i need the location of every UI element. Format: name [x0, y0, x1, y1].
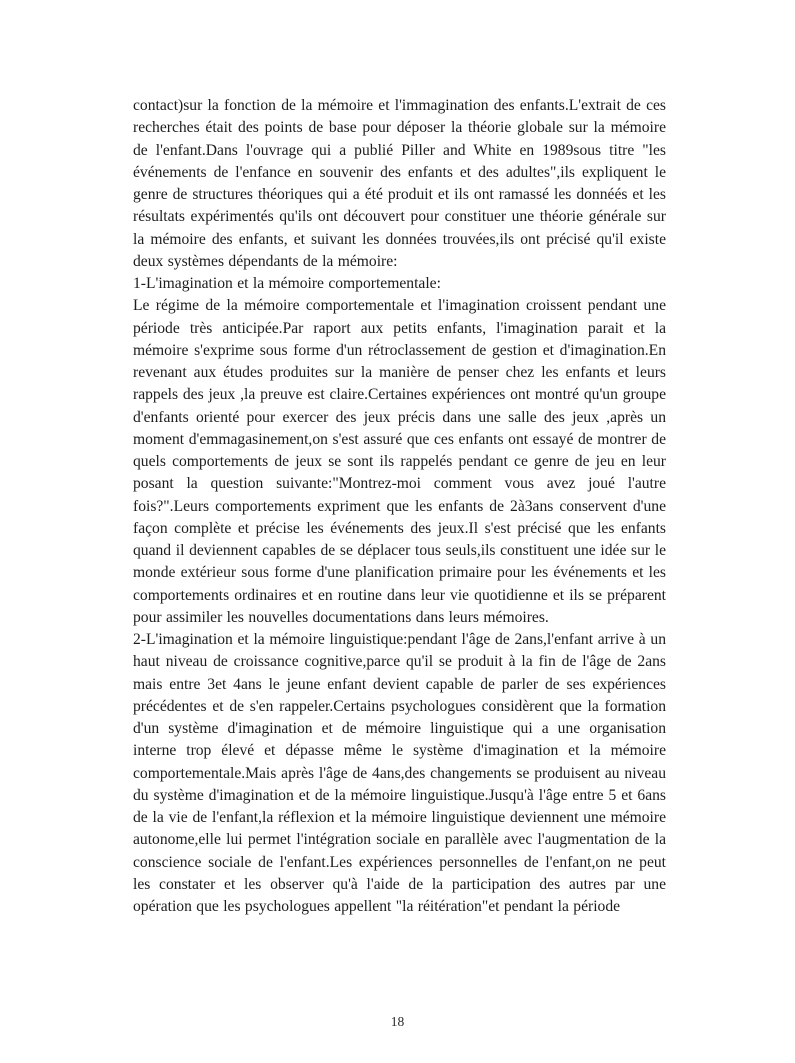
- page-number: 18: [390, 1014, 405, 1029]
- paragraph-behavioral-memory: Le régime de la mémoire comportementale et l'imagination croissent pendant une période très anticipée.Par raport aux petits enfants, l'imagination parait et la mémoire s'exprime sous forme d'un rétroclassement de gestion et d'imagination.En revenant aux études produites sur la manière de penser chez les enfants et leurs rappels des jeux ,la preuve est claire.Certaines expériences ont montré qu'un groupe d'enfants orienté pour exercer des jeux précis dans une salle des jeux ,après un moment d'emmagasinement,on s'est assuré que ces enfants ont essayé de montrer de quels comportements de jeux se sont ils rappelés pendant ce genre de jeu en leur posant la question suivante:"Montrez-moi comment vous avez joué l'autre fois?".Leurs comportements expriment que les enfants de 2à3ans conservent d'une façon complète et précise les événements des jeux.Il s'est précisé que les enfants quand il deviennent capables de se déplacer tous seuls,ils constituent une idée sur le monde extérieur sous forme d'une planification primaire pour les événements et les comportements ordinaires et en routine dans leur vie quotidienne et ils se préparent pour assimiler les nouvelles documentations dans leurs mémoires.: [133, 297, 666, 626]
- text-block: [133, 95, 666, 918]
- paragraph-linguistic-memory: 2-L'imagination et la mémoire linguistique:pendant l'âge de 2ans,l'enfant arrive à un haut niveau de croissance cognitive,parce qu'il se produit à la fin de l'âge de 2ans mais entre 3et 4ans le jeune enfant devient capable de parler de ses expériences précédentes et de s'en rappeler.Certains psychologues considèrent que la formation d'un système d'imagination et de mémoire linguistique qui a une organisation interne trop élevé et dépasse même le système d'imagination et la mémoire comportementale.Mais après l'âge de 4ans,des changements se produisent au niveau du système d'imagination et de la mémoire linguistique.Jusqu'à l'âge entre 5 et 6ans de la vie de l'enfant,la réflexion et la mémoire linguistique deviennent une mémoire autonome,elle lui permet l'intégration sociale en parallèle avec l'augmentation de la conscience sociale de l'enfant.Les expériences personnelles de l'enfant,on ne peut les constater et les observer qu'à l'aide de la participation des autres par une opération que les psychologues appellent "la réitération"et pendant la période: [133, 631, 666, 915]
- section-heading-behavioral-memory: 1-L'imagination et la mémoire comportementale:: [133, 275, 441, 292]
- paragraph-intro: contact)sur la fonction de la mémoire et l'immagination des enfants.L'extrait de ces recherches était des points de base pour déposer la théorie globale sur la mémoire de l'enfant.Dans l'ouvrage qui a publié Piller and White en 1989sous titre "les événements de l'enfance en souvenir des enfants et des adultes",ils expliquent le genre de structures théoriques qui a été produit et ils ont ramassé les donnéés et les résultats expérimentés qu'ils ont découvert pour constituer une théorie générale sur la mémoire des enfants, et suivant les données trouvées,ils ont précisé qu'il existe deux systèmes dépendants de la mémoire:: [133, 97, 666, 270]
